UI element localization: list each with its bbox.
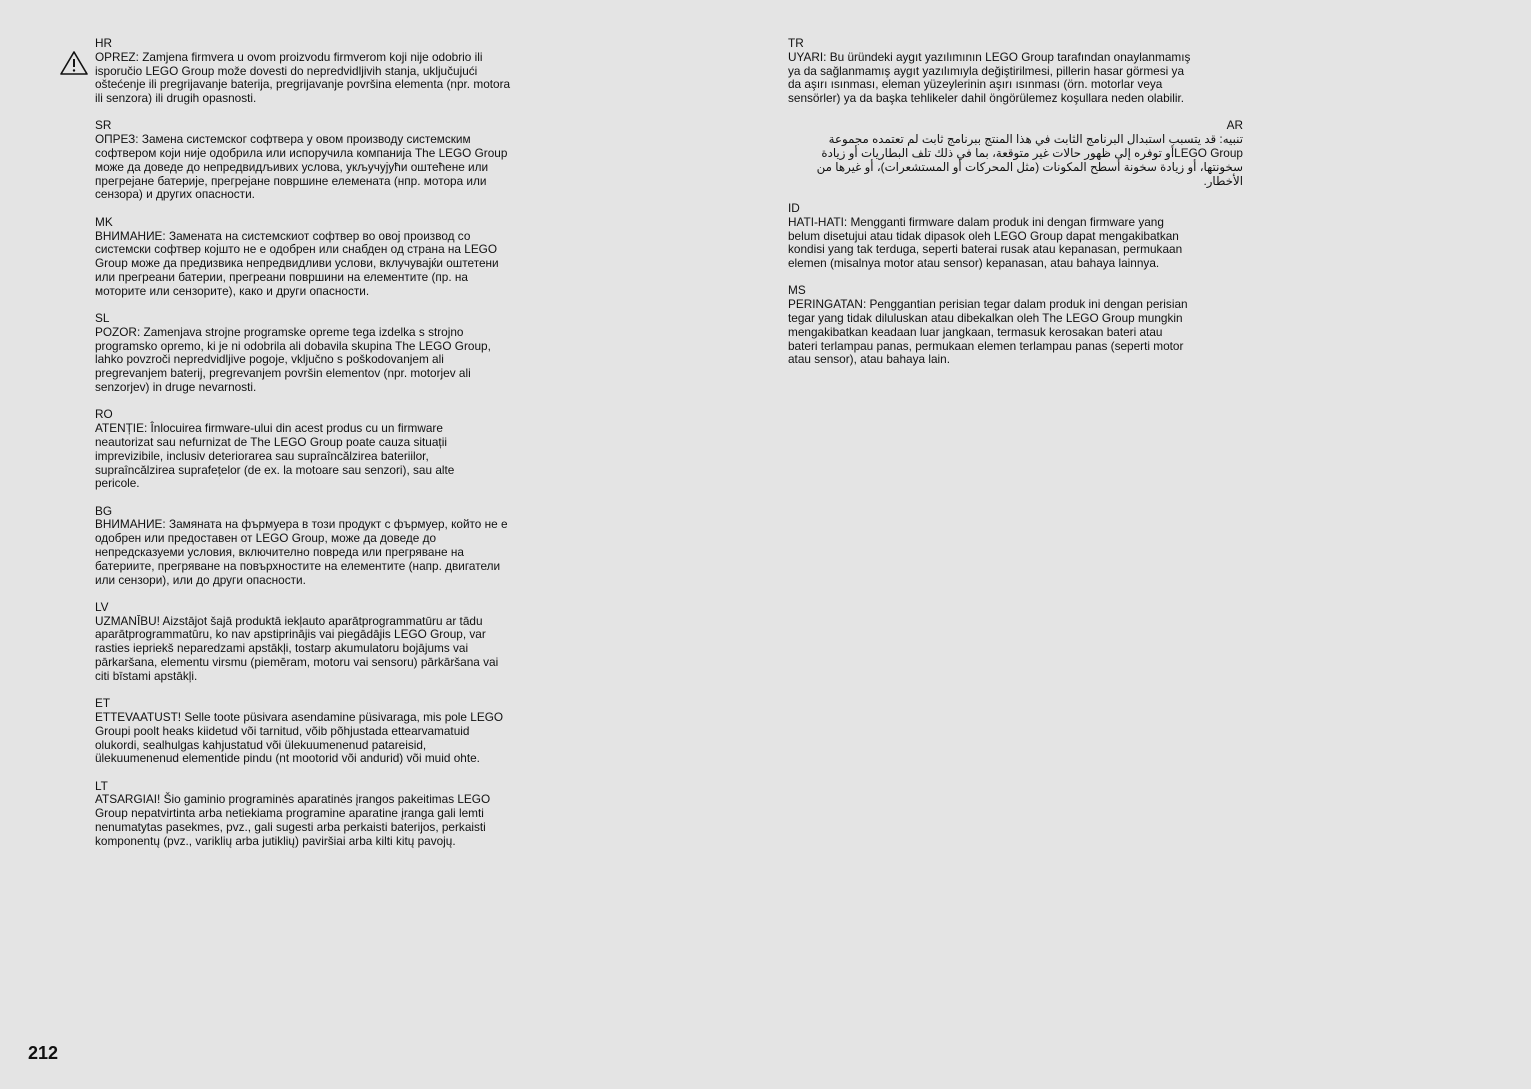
warning-block-hr bbox=[95, 37, 575, 106]
warning-block-tr bbox=[788, 37, 1243, 106]
warning-block-id bbox=[788, 202, 1243, 271]
warning-text: ETTEVAATUST! Selle toote püsivara asendamine püsivaraga, mis pole LEGO Groupi poolt heaks kiidetud või tarnitud, võib põhjustada ettearvamatuid olukordi, sealhulgas kahjustatud või ülekuumenenud patareisid, ülekuumenenud elementide pindu (nt mootorid või andurid) või muid ohte. bbox=[95, 709, 504, 766]
page-number: 212 bbox=[28, 1043, 59, 1063]
language-code: SL bbox=[95, 311, 110, 326]
warning-block-lv bbox=[95, 601, 575, 684]
language-code: ET bbox=[95, 696, 111, 711]
language-code: BG bbox=[95, 503, 113, 518]
warning-block-sl bbox=[95, 312, 575, 395]
warning-text: PERINGATAN: Penggantian perisian tegar dalam produk ini dengan perisian tegar yang tidak diluluskan atau dibekalkan oleh The LEGO Group mungkin mengakibatkan keadaan luar jangkaan, termasuk kerosakan bateri atau bateri terlampau panas, permukaan elemen terlampau panas (seperti motor atau sensor), atau bahaya lain. bbox=[788, 297, 1188, 367]
language-code: HR bbox=[95, 36, 113, 50]
left-column bbox=[95, 37, 575, 862]
warning-text: ATENȚIE: Înlocuirea firmware-ului din acest produs cu un firmware neautorizat sau nefurnizat de The LEGO Group poate cauza situații imprevizibile, inclusiv deteriorarea sau supraîncălzirea bateriilor, supraîncălzirea suprafețelor (de ex. la motoare sau senzori), sau alte pericole. bbox=[95, 421, 455, 491]
warning-block-ro bbox=[95, 408, 575, 491]
warning-icon bbox=[59, 50, 89, 76]
language-code: ID bbox=[788, 200, 800, 215]
warning-block-ar bbox=[788, 119, 1243, 188]
language-code: SR bbox=[95, 118, 112, 133]
warning-block-et bbox=[95, 697, 575, 766]
warning-text: تنبيه: قد يتسبب استبدال البرنامج الثابت في هذا المنتج ببرنامج ثابت لم تعتمده مجموعة LEGO Groupأو توفره إلى ظهور حالات غير متوقعة، بما في ذلك تلف البطاريات أو زيادة سخونتها، أو زيادة سخونة أسطح المكونات (مثل المحركات أو المستشعرات)، أو غيرها من الأخطار. bbox=[816, 132, 1243, 188]
language-code: AR bbox=[1226, 118, 1243, 133]
warning-text: ВНИМАНИЕ: Замената на системскиот софтвер во овој производ со системски софтвер којшто не е одобрен или снабден од страна на LEGO Group може да предизвика непредвидливи услови, вклучувајќи оштетени или прегреани батерии, прегреани површини на елементите (пр. на моторите или сензорите), како и други опасности. bbox=[95, 228, 499, 298]
warning-text: ВНИМАНИЕ: Замяната на фърмуера в този продукт с фърмуер, който не е одобрен или предоставен от LEGO Group, може да доведе до непредсказуеми условия, включително повреда или прегряване на батериите, прегряване на повърхностите на елементите (напр. двигатели или сензори), или до други опасности. bbox=[95, 517, 508, 587]
warning-text: HATI-HATI: Mengganti firmware dalam produk ini dengan firmware yang belum disetujui atau tidak dipasok oleh LEGO Group dapat mengakibatkan kondisi yang tak terduga, seperti baterai rusak atau kepanasan, permukaan elemen (misalnya motor atau sensor) kepanasan, atau bahaya lainnya. bbox=[788, 214, 1183, 271]
language-code: LT bbox=[95, 778, 108, 793]
language-code: LV bbox=[95, 599, 109, 614]
warning-block-mk bbox=[95, 216, 575, 299]
warning-text: UZMANĪBU! Aizstājot šajā produktā iekļauto aparātprogrammatūru ar tādu aparātprogrammatūru, ko nav apstiprinājis vai piegādājis LEGO Group, var rasties iepriekš neparedzami apstākļi, tostarp akumulatoru bojājums vai pārkaršana, elementu virsmu (piemēram, motoru vai sensoru) pārkāršana vai citi bīstami apstākļi. bbox=[95, 613, 499, 683]
warning-block-ms bbox=[788, 284, 1243, 367]
warning-block-bg bbox=[95, 505, 575, 588]
warning-block-lt bbox=[95, 780, 575, 849]
right-column bbox=[788, 37, 1243, 381]
warning-text: OPREZ: Zamjena firmvera u ovom proizvodu firmverom koji nije odobrio ili isporučio LEGO Group može dovesti do nepredvidljivih stanja, uključujući oštećenje ili pregrijavanje baterija, pregrijavanje površina elementa (npr. motora ili senzora) ili drugih opasnosti. bbox=[95, 49, 511, 106]
language-code: MS bbox=[788, 283, 806, 298]
language-code: MK bbox=[95, 214, 113, 229]
language-code: RO bbox=[95, 407, 113, 422]
warning-block-sr bbox=[95, 119, 575, 202]
language-code: TR bbox=[788, 36, 804, 50]
warning-text: UYARI: Bu üründeki aygıt yazılımının LEGO Group tarafından onaylanmamış ya da sağlanmamış aygıt yazılımıyla değiştirilmesi, pillerin hasar görmesi ya da aşırı ısınması, eleman yüzeylerinin aşırı ısınması (örn. motorlar veya sensörler) ya da başka tehlikeler dahil öngörülemez koşullara neden olabilir. bbox=[788, 49, 1191, 106]
warning-text: ATSARGIAI! Šio gaminio programinės aparatinės įrangos pakeitimas LEGO Group nepatvirtinta arba netiekiama programine aparatine įranga gali lemti nenumatytas pasekmes, pvz., gali sugesti arba perkaisti baterijos, perkaisti komponentų (pvz., variklių arba jutiklių) paviršiai arba kilti kitų pavojų. bbox=[95, 792, 491, 848]
warning-text: ОПРЕЗ: Замена системског софтвера у овом производу системским софтвером који није одобрила или испоручила компанија The LEGO Group може да доведе до непредвидљивих услова, укључујући оштећене или прегрејане батерије, прегрејане површине елемената (нпр. мотора или сензора) и других опасности. bbox=[95, 132, 508, 202]
warning-text: POZOR: Zamenjava strojne programske opreme tega izdelka s strojno programsko opremo, ki je ni odobrila ali dobavila skupina The LEGO Group, lahko povzroči nepredvidljive pogoje, vključno s poškodovanjem ali pregrevanjem baterij, pregrevanjem površin elementov (npr. motorjev ali senzorjev) in druge nevarnosti. bbox=[95, 324, 491, 395]
